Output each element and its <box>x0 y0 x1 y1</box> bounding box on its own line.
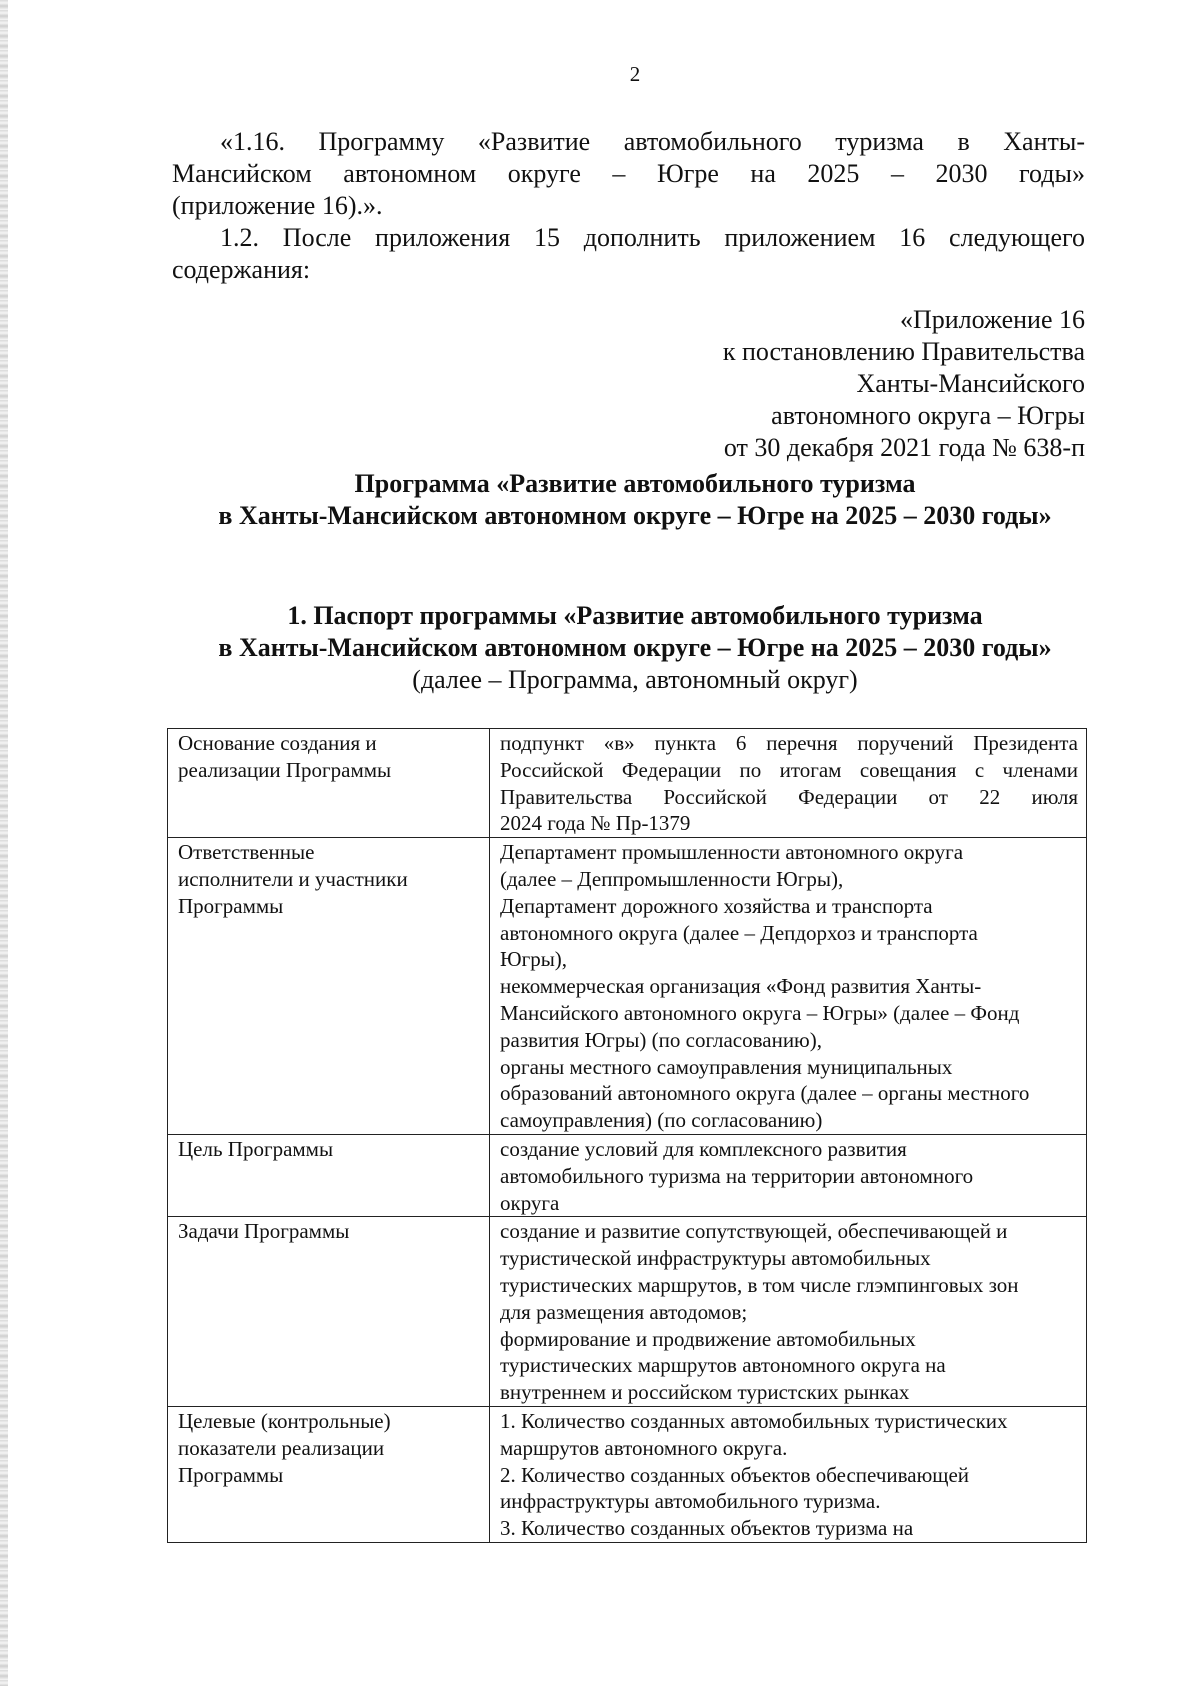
content-line: создание и развитие сопутствующей, обеспечивающей и <box>500 1219 1008 1244</box>
row-content-tasks <box>490 1217 1087 1407</box>
section-heading-line-2: в Ханты-Мансийском автономном округе – Югре на 2025 – 2030 годы» <box>218 633 1052 662</box>
content-line: формирование и продвижение автомобильных <box>500 1326 916 1351</box>
row-label-goal <box>168 1134 490 1216</box>
label-line: реализации Программы <box>178 757 392 782</box>
program-title-line-1: Программа «Развитие автомобильного туризма <box>354 469 916 498</box>
table-row <box>168 729 1087 838</box>
row-content-basis <box>490 729 1087 838</box>
content-line: создание условий для комплексного развития <box>500 1136 907 1161</box>
row-content-indicators <box>490 1406 1087 1542</box>
row-label-executors <box>168 838 490 1135</box>
content-line: туристических маршрутов автономного округа на <box>500 1353 946 1378</box>
content-line: (далее – Деппромышленности Югры), <box>500 866 844 891</box>
passport-table <box>167 728 1087 1543</box>
paragraph-1-2-line-1: 1.2. После приложения 15 дополнить приложением 16 следующего <box>220 223 1085 252</box>
content-line: органы местного самоуправления муниципальных <box>500 1054 953 1079</box>
label-line: Программы <box>178 1462 284 1487</box>
content-line: Российской Федерации по итогам совещания с членами <box>500 757 1078 782</box>
content-line: 1. Количество созданных автомобильных туристических <box>500 1408 1008 1433</box>
content-line: внутреннем и российском туристских рынках <box>500 1380 910 1405</box>
label-line: Целевые (контрольные) <box>178 1408 391 1433</box>
section-heading-line-1: 1. Паспорт программы «Развитие автомобильного туризма <box>287 601 983 630</box>
scan-edge <box>0 0 8 1686</box>
content-line: 2. Количество созданных объектов обеспечивающей <box>500 1462 970 1487</box>
content-line: Югры), <box>500 947 568 972</box>
appendix-line: от 30 декабря 2021 года № 638-п <box>723 433 1085 462</box>
row-content-executors <box>490 838 1087 1135</box>
paragraph-1-16-line-2: Мансийском автономном округе – Югре на 2025 – 2030 годы» <box>172 159 1085 188</box>
appendix-line: к постановлению Правительства <box>722 337 1085 366</box>
section-heading-note: (далее – Программа, автономный округ) <box>412 665 858 694</box>
label-line: Основание создания и <box>178 731 377 755</box>
appendix-header <box>723 304 1085 464</box>
content-line: Правительства Российской Федерации от 22 июля <box>500 784 1078 809</box>
label-line: Ответственные <box>178 840 315 865</box>
appendix-line: Ханты-Мансийского <box>856 369 1085 398</box>
paragraph-1-16-line-3: (приложение 16).». <box>172 191 383 220</box>
row-label-indicators <box>168 1406 490 1542</box>
content-line: Департамент промышленности автономного округа <box>500 840 964 865</box>
paragraph-1-16-line-1: «1.16. Программу «Развитие автомобильного туризма в Ханты- <box>220 127 1085 156</box>
label-line: исполнители и участники <box>178 866 408 891</box>
content-line: туристической инфраструктуры автомобильных <box>500 1246 931 1271</box>
content-line: туристических маршрутов, в том числе глэмпинговых зон <box>500 1272 1019 1297</box>
content-line: автономного округа (далее – Депдорхоз и транспорта <box>500 920 978 945</box>
table-row <box>168 1406 1087 1542</box>
content-line: 3. Количество созданных объектов туризма на <box>500 1516 914 1541</box>
content-line: Департамент дорожного хозяйства и транспорта <box>500 893 933 918</box>
content-line: округа <box>500 1190 560 1215</box>
content-line: автомобильного туризма на территории автономного <box>500 1163 974 1188</box>
content-line: образований автономного округа (далее – органы местного <box>500 1081 1030 1106</box>
content-line: подпункт «в» пункта 6 перечня поручений Президента <box>500 731 1078 755</box>
appendix-line: автономного округа – Югры <box>771 401 1085 430</box>
label-line: показатели реализации <box>178 1435 385 1460</box>
table-row <box>168 1217 1087 1407</box>
content-line: для размещения автодомов; <box>500 1299 748 1324</box>
appendix-line: «Приложение 16 <box>899 305 1085 334</box>
content-line: инфраструктуры автомобильного туризма. <box>500 1489 881 1514</box>
table-row <box>168 838 1087 1135</box>
content-line: некоммерческая организация «Фонд развития Ханты- <box>500 974 982 999</box>
content-line: Мансийского автономного округа – Югры» (далее – Фонд <box>500 1000 1020 1025</box>
paragraph-1-2-line-2: содержания: <box>172 255 311 284</box>
content-line: маршрутов автономного округа. <box>500 1435 788 1460</box>
row-content-goal <box>490 1134 1087 1216</box>
content-line: 2024 года № Пр-1379 <box>500 811 691 836</box>
page-number: 2 <box>629 62 641 86</box>
table-row <box>168 1134 1087 1216</box>
row-label-tasks <box>168 1217 490 1407</box>
program-title-line-2: в Ханты-Мансийском автономном округе – Югре на 2025 – 2030 годы» <box>218 501 1052 530</box>
row-label-basis <box>168 729 490 838</box>
content-line: развития Югры) (по согласованию), <box>500 1027 822 1052</box>
content-line: самоуправления) (по согласованию) <box>500 1108 823 1133</box>
label-line: Программы <box>178 893 284 918</box>
label-line: Цель Программы <box>178 1136 334 1161</box>
label-line: Задачи Программы <box>178 1219 350 1244</box>
